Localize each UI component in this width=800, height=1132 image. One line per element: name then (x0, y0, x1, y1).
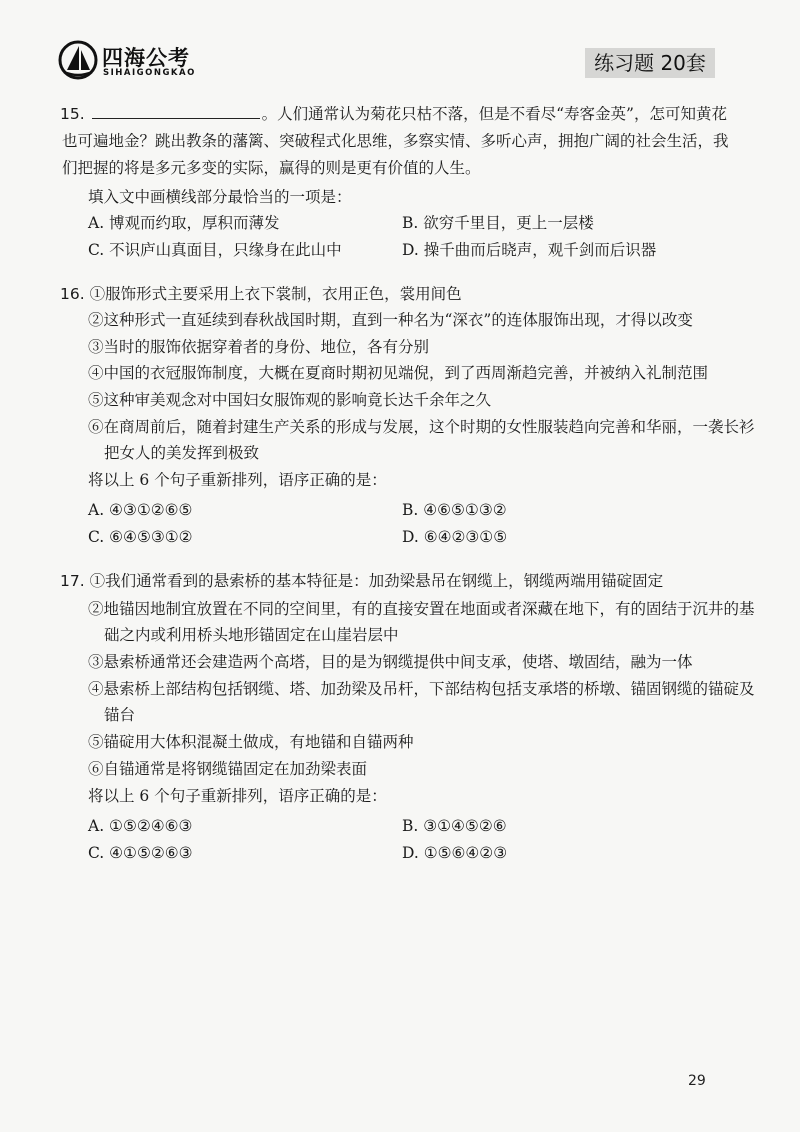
q17-sentence-4: ④悬索桥上部结构包括钢缆、塔、加劲梁及吊杆，下部结构包括支承塔的桥墩、锚固钢缆的锚碇及 (88, 680, 755, 698)
q17-sentence-2-cont: 础之内或利用桥头地形锚固定在山崖岩层中 (104, 626, 399, 644)
q16-option-c: C. ⑥④⑤③①② (88, 528, 193, 546)
q16-option-a: A. ④③①②⑥⑤ (88, 501, 193, 519)
q15-option-b: B. 欲穷千里目，更上一层楼 (402, 214, 594, 232)
brand-name: 四海公考 (102, 46, 190, 70)
q17-sentence-4-cont: 锚台 (104, 706, 136, 724)
q17-option-b: B. ③①④⑤②⑥ (402, 817, 507, 835)
q16-sentence-5: ⑤这种审美观念对中国妇女服饰观的影响竟长达千余年之久 (88, 391, 492, 409)
q15-text-line1: 。人们通常认为菊花只枯不落，但是不看尽“寿客金英”，怎可知黄花 (261, 105, 727, 123)
q15-line1 (60, 103, 727, 125)
q17-sentence-5: ⑤锚碇用大体积混凝土做成，有地锚和自锚两种 (88, 733, 414, 751)
q17-option-a: A. ①⑤②④⑥③ (88, 817, 193, 835)
q15-number: 15. (60, 105, 85, 123)
brand-logo (58, 40, 218, 86)
q16-sentence-6-cont: 把女人的美发挥到极致 (104, 444, 260, 462)
q17-sentence-1: ①我们通常看到的悬索桥的基本特征是：加劲梁悬吊在钢缆上，钢缆两端用锚碇固定 (89, 572, 664, 590)
q16-sentence-3: ③当时的服饰依据穿着者的身份、地位，各有分别 (88, 338, 430, 356)
q16-option-b: B. ④⑥⑤①③② (402, 501, 507, 519)
q15-prompt: 填入文中画横线部分最恰当的一项是： (88, 188, 352, 206)
q16-sentence-4: ④中国的衣冠服饰制度，大概在夏商时期初见端倪，到了西周渐趋完善，并被纳入礼制范围 (88, 364, 709, 382)
q16-sentence-2: ②这种形式一直延续到春秋战国时期，直到一种名为“深衣”的连体服饰出现，才得以改变 (88, 311, 693, 329)
page-number: 29 (688, 1073, 706, 1089)
q17-option-c: C. ④①⑤②⑥③ (88, 844, 193, 862)
q15-answer-blank (92, 106, 260, 119)
q17-sentence-2: ②地锚因地制宜放置在不同的空间里，有的直接安置在地面或者深藏在地下，有的固结于沉井的基 (88, 600, 755, 618)
q16-line1 (60, 283, 462, 305)
q16-option-d: D. ⑥④②③①⑤ (402, 528, 508, 546)
q15-option-d: D. 操千曲而后晓声，观千剑而后识器 (402, 241, 657, 259)
exercise-set-badge: 练习题 20套 (585, 48, 715, 78)
q17-sentence-6: ⑥自锚通常是将钢缆锚固定在加劲梁表面 (88, 760, 368, 778)
q17-option-d: D. ①⑤⑥④②③ (402, 844, 508, 862)
q16-sentence-6: ⑥在商周前后，随着封建生产关系的形成与发展，这个时期的女性服装趋向完善和华丽，一袭长衫 (88, 418, 755, 436)
q17-line1 (60, 570, 663, 592)
q17-sentence-3: ③悬索桥通常还会建造两个高塔，目的是为钢缆提供中间支承，使塔、墩固结，融为一体 (88, 653, 693, 671)
q16-prompt: 将以上 6 个句子重新排列，语序正确的是： (88, 471, 387, 489)
q17-prompt: 将以上 6 个句子重新排列，语序正确的是： (88, 787, 387, 805)
q15-option-c: C. 不识庐山真面目，只缘身在此山中 (88, 241, 342, 259)
q15-text-line3: 们把握的将是多元多变的实际，赢得的则是更有价值的人生。 (62, 159, 481, 177)
q15-text-line2: 也可遍地金？跳出教条的藩篱、突破程式化思维，多察实情、多听心声，拥抱广阔的社会生活，我 (62, 132, 729, 150)
q17-number: 17. (60, 572, 85, 590)
q15-option-a: A. 博观而约取，厚积而薄发 (88, 214, 280, 232)
sailboat-logo-icon (58, 40, 98, 80)
page-header (0, 0, 800, 100)
q16-sentence-1: ①服饰形式主要采用上衣下裳制，衣用正色，裳用间色 (89, 285, 462, 303)
brand-pinyin: SIHAIGONGKAO (103, 68, 196, 78)
q16-number: 16. (60, 285, 85, 303)
